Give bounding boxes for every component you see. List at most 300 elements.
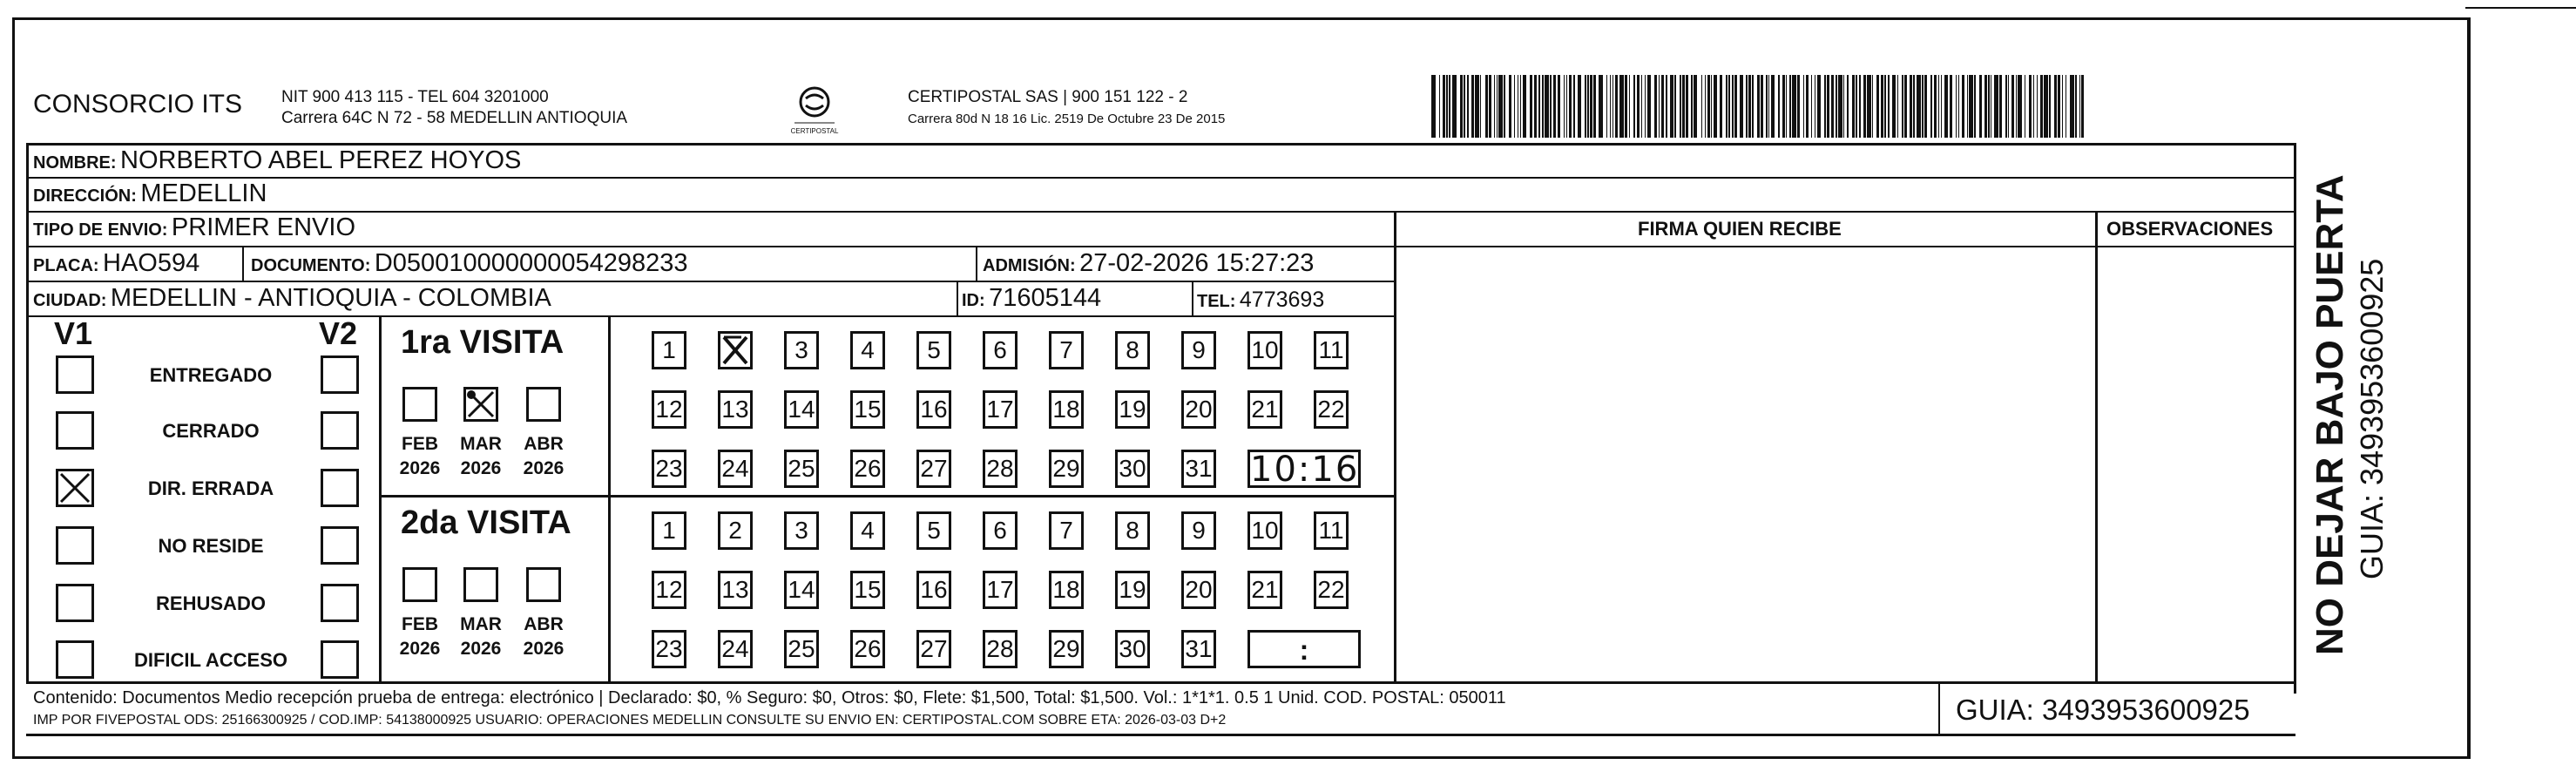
- barcode-bar: [1838, 75, 1842, 138]
- day-box[interactable]: 17: [983, 390, 1018, 429]
- barcode-bar: [1930, 75, 1932, 138]
- tipo-row: [33, 213, 355, 242]
- barcode-bar: [1534, 75, 1537, 138]
- visit-title: 1ra VISITA: [401, 324, 565, 361]
- day-box[interactable]: 23: [652, 630, 686, 668]
- barcode-bar: [2079, 75, 2081, 138]
- barcode-bar: [1578, 75, 1582, 138]
- barcode-bar: [1843, 75, 1845, 138]
- barcode-bar: [1558, 75, 1560, 138]
- barcode-bar: [1480, 75, 1482, 138]
- day-box[interactable]: 28: [983, 450, 1018, 488]
- month-name: FEB: [402, 434, 438, 454]
- day-box[interactable]: 22: [1314, 390, 1349, 429]
- form-top-line: [26, 143, 2295, 146]
- month-year: 2026: [523, 458, 565, 478]
- day-box[interactable]: 21: [1247, 390, 1282, 429]
- barcode-bar: [1494, 75, 1496, 138]
- frame-right: [2467, 17, 2471, 756]
- barcode-bar: [1728, 75, 1730, 138]
- day-box[interactable]: 31: [1181, 450, 1216, 488]
- barcode-bar: [1988, 75, 1990, 138]
- day-box[interactable]: 12: [652, 571, 686, 609]
- barcode-bar: [1766, 75, 1768, 138]
- barcode-bar: [1726, 75, 1727, 138]
- month-label: [516, 432, 571, 481]
- barcode-bar: [1786, 75, 1788, 138]
- barcode-bar: [1824, 75, 1826, 138]
- barcode-bar: [1852, 75, 1855, 138]
- day-box[interactable]: 15: [850, 571, 885, 609]
- barcode-bar: [1637, 75, 1640, 138]
- day-box[interactable]: 16: [916, 571, 951, 609]
- barcode-bar: [1881, 75, 1883, 138]
- day-box-checked[interactable]: [718, 331, 753, 369]
- barcode-bar: [1884, 75, 1886, 138]
- barcode-bar: [2016, 75, 2018, 138]
- barcode-bar: [1680, 75, 1681, 138]
- barcode-bar: [2049, 75, 2051, 138]
- barcode-bar: [2081, 75, 2084, 138]
- day-box[interactable]: 20: [1181, 390, 1216, 429]
- barcode-bar: [1897, 75, 1899, 138]
- v2-checkbox[interactable]: [321, 355, 359, 394]
- form-left-line: [26, 143, 29, 681]
- footer-bottom-line: [26, 734, 2295, 736]
- barcode-bar: [1771, 75, 1775, 138]
- v1-checkbox[interactable]: [56, 411, 94, 450]
- day-box[interactable]: 18: [1049, 571, 1084, 609]
- barcode-bar: [1641, 75, 1643, 138]
- day-box[interactable]: 3: [784, 331, 819, 369]
- tipo-value: PRIMER ENVIO: [171, 213, 356, 241]
- day-box[interactable]: 6: [983, 511, 1018, 550]
- barcode-bar: [1550, 75, 1552, 138]
- barcode-bar: [2070, 75, 2074, 138]
- placa-cell: [33, 249, 199, 278]
- barcode-bar: [1984, 75, 1987, 138]
- v1-checkbox[interactable]: [56, 355, 94, 394]
- barcode-bar: [1666, 75, 1667, 138]
- barcode-bar: [1761, 75, 1763, 138]
- frame-bottom: [12, 756, 2471, 759]
- month-year: 2026: [460, 639, 502, 659]
- barcode-bar: [1518, 75, 1519, 138]
- barcode-bar: [1748, 75, 1751, 138]
- ciudad-value: MEDELLIN - ANTIOQUIA - COLOMBIA: [110, 284, 551, 312]
- day-box[interactable]: 8: [1115, 511, 1150, 550]
- day-box[interactable]: 19: [1115, 571, 1150, 609]
- barcode-bar: [1647, 75, 1652, 138]
- v1-checkbox[interactable]: [56, 584, 94, 622]
- barcode-bar: [1610, 75, 1612, 138]
- status-label: ENTREGADO: [149, 364, 273, 386]
- day-box[interactable]: 24: [718, 450, 753, 488]
- day-box[interactable]: 11: [1314, 331, 1349, 369]
- barcode-bar: [1661, 75, 1664, 138]
- barcode-bar: [1746, 75, 1748, 138]
- day-box[interactable]: 9: [1181, 511, 1216, 550]
- day-box[interactable]: 9: [1181, 331, 1216, 369]
- barcode-bar: [2066, 75, 2067, 138]
- tel-label: TEL:: [1197, 292, 1236, 311]
- id-value: 71605144: [989, 284, 1102, 312]
- day-box[interactable]: 16: [916, 390, 951, 429]
- barcode-bar: [1974, 75, 1976, 138]
- barcode-bar: [1485, 75, 1488, 138]
- month-checkbox[interactable]: [526, 567, 561, 602]
- barcode-bar: [1545, 75, 1549, 138]
- barcode-bar: [1514, 75, 1516, 138]
- barcode-bar: [1859, 75, 1861, 138]
- row-line-5: [26, 315, 1396, 317]
- barcode-bar: [1446, 75, 1448, 138]
- month-checkbox[interactable]: [402, 387, 437, 422]
- barcode-bar: [1944, 75, 1949, 138]
- placa-label: PLACA:: [33, 256, 99, 275]
- barcode-bar: [1659, 75, 1660, 138]
- month-name: MAR: [460, 614, 502, 634]
- barcode-bar: [1856, 75, 1857, 138]
- row-line-1: [26, 177, 2295, 179]
- barcode-bar: [2025, 75, 2026, 138]
- barcode-bar: [1475, 75, 1479, 138]
- day-box[interactable]: 13: [718, 390, 753, 429]
- barcode-bar: [2005, 75, 2007, 138]
- day-box[interactable]: 20: [1181, 571, 1216, 609]
- barcode-bar: [1460, 75, 1463, 138]
- form-right-line: [2294, 143, 2296, 694]
- barcode-bar: [1979, 75, 1982, 138]
- barcode-bar: [1958, 75, 1960, 138]
- scan-top-edge: [2465, 7, 2576, 9]
- day-box[interactable]: 5: [916, 511, 951, 550]
- month-checkbox[interactable]: [402, 567, 437, 602]
- ciudad-cell: [33, 284, 551, 313]
- barcode-bar: [1994, 75, 1998, 138]
- carrier-line: CERTIPOSTAL SAS | 900 151 122 - 2: [908, 88, 1188, 106]
- barcode-bar: [1670, 75, 1674, 138]
- barcode-bar: [1806, 75, 1809, 138]
- barcode-bar: [1615, 75, 1618, 138]
- barcode-bar: [1573, 75, 1575, 138]
- company-address: Carrera 64C N 72 - 58 MEDELLIN ANTIOQUIA: [281, 109, 628, 127]
- barcode-bar: [1590, 75, 1592, 138]
- month-year: 2026: [399, 458, 441, 478]
- day-box[interactable]: 10: [1247, 331, 1282, 369]
- barcode-bar: [1941, 75, 1943, 138]
- barcode-bar: [1904, 75, 1907, 138]
- barcode-bar: [1566, 75, 1568, 138]
- barcode-bar: [1705, 75, 1707, 138]
- barcode-bar: [1542, 75, 1544, 138]
- v1-checkbox[interactable]: [56, 640, 94, 679]
- admision-divider: [976, 247, 977, 281]
- barcode-bar: [1682, 75, 1685, 138]
- day-box[interactable]: 31: [1181, 630, 1216, 668]
- month-year: 2026: [523, 639, 565, 659]
- barcode-bar: [1917, 75, 1921, 138]
- tel-cell: [1197, 288, 1324, 313]
- barcode-bar: [2054, 75, 2057, 138]
- documento-value: D050010000000054298233: [374, 249, 688, 277]
- month-day-divider: [608, 315, 611, 681]
- barcode-bar: [2029, 75, 2032, 138]
- day-box[interactable]: 21: [1247, 571, 1282, 609]
- barcode-bar: [1585, 75, 1586, 138]
- v2-checkbox[interactable]: [321, 469, 359, 507]
- documento-label: DOCUMENTO:: [251, 256, 371, 275]
- barcode-bar: [1587, 75, 1589, 138]
- day-box[interactable]: 15: [850, 390, 885, 429]
- barcode-bar: [1633, 75, 1635, 138]
- month-label: [453, 613, 509, 661]
- month-year: 2026: [460, 458, 502, 478]
- status-visit-divider: [379, 315, 382, 681]
- firma-label: FIRMA QUIEN RECIBE: [1638, 218, 1842, 240]
- month-label: [392, 432, 448, 481]
- placa-divider: [242, 247, 244, 281]
- time-box[interactable]: :: [1247, 630, 1361, 668]
- day-box[interactable]: 11: [1314, 511, 1349, 550]
- day-box[interactable]: 10: [1247, 511, 1282, 550]
- day-box[interactable]: 26: [850, 630, 885, 668]
- month-checkbox[interactable]: [526, 387, 561, 422]
- barcode-bar: [1872, 75, 1874, 138]
- admision-cell: [983, 249, 1314, 278]
- barcode-bar: [1452, 75, 1457, 138]
- time-box[interactable]: 10:16: [1247, 450, 1361, 488]
- barcode-bar: [1701, 75, 1703, 138]
- day-box[interactable]: 3: [784, 511, 819, 550]
- barcode-bar: [1464, 75, 1465, 138]
- barcode-bar: [1489, 75, 1491, 138]
- barcode-bar: [1619, 75, 1624, 138]
- day-box[interactable]: 2: [718, 511, 753, 550]
- barcode-bar: [1439, 75, 1441, 138]
- barcode-bar: [1847, 75, 1849, 138]
- row-line-2: [26, 211, 2295, 213]
- v1-checkbox[interactable]: [56, 469, 94, 507]
- day-box[interactable]: 28: [983, 630, 1018, 668]
- barcode-bar: [1443, 75, 1445, 138]
- side-guia-text: GUIA: 3493953600925: [2354, 258, 2390, 579]
- day-box[interactable]: 27: [916, 450, 951, 488]
- day-box[interactable]: 6: [983, 331, 1018, 369]
- barcode-bar: [1797, 75, 1800, 138]
- barcode-bar: [1934, 75, 1937, 138]
- barcode-bar: [1686, 75, 1688, 138]
- barcode: [1431, 75, 2122, 138]
- barcode-bar: [1564, 75, 1565, 138]
- day-box[interactable]: 5: [916, 331, 951, 369]
- barcode-bar: [1629, 75, 1631, 138]
- contenido-text: Contenido: Documentos Medio recepción prueba de entrega: electrónico | Declarado: $0, % Seguro: $0, Otros: $0, Flete: $1,500, Total: $1,500. Vol.: 1*1*1. 0.5 1 Unid. COD. POSTAL: 050011: [33, 688, 1506, 707]
- day-box[interactable]: 18: [1049, 390, 1084, 429]
- v1-label: V1: [54, 315, 93, 351]
- barcode-bar: [2008, 75, 2010, 138]
- imp-text: IMP POR FIVEPOSTAL ODS: 25166300925 / COD.IMP: 54138000925 USUARIO: OPERACIONES MEDELLIN CONSULTE SU ENVIO EN: CERTIPOSTAL.COM SOBRE ETA: 2026-03-03 D+2: [33, 713, 1227, 728]
- barcode-bar: [1449, 75, 1450, 138]
- barcode-bar: [1782, 75, 1785, 138]
- frame-top: [12, 17, 2469, 20]
- barcode-bar: [2018, 75, 2022, 138]
- barcode-bar: [1817, 75, 1822, 138]
- barcode-bar: [1645, 75, 1646, 138]
- status-label: DIR. ERRADA: [147, 477, 274, 499]
- day-box[interactable]: 27: [916, 630, 951, 668]
- barcode-bar: [1431, 75, 1436, 138]
- barcode-bar: [1691, 75, 1693, 138]
- barcode-bar: [1778, 75, 1780, 138]
- admision-label: ADMISIÓN:: [983, 256, 1076, 275]
- day-box[interactable]: 7: [1049, 511, 1084, 550]
- barcode-bar: [1827, 75, 1829, 138]
- status-label: CERRADO: [162, 420, 260, 442]
- guia-box-left: [1938, 683, 1940, 734]
- barcode-bar: [1497, 75, 1498, 138]
- barcode-bar: [1902, 75, 1903, 138]
- day-box[interactable]: 26: [850, 450, 885, 488]
- month-checkbox[interactable]: [463, 567, 498, 602]
- barcode-bar: [1950, 75, 1952, 138]
- barcode-bar: [1888, 75, 1890, 138]
- month-name: MAR: [460, 434, 502, 454]
- barcode-bar: [1694, 75, 1698, 138]
- day-box[interactable]: 30: [1115, 630, 1150, 668]
- barcode-bar: [1467, 75, 1469, 138]
- visit-title: 2da VISITA: [401, 504, 571, 541]
- certipostal-logo: [784, 83, 845, 144]
- barcode-bar: [1599, 75, 1603, 138]
- barcode-bar: [1815, 75, 1816, 138]
- barcode-bar: [1792, 75, 1796, 138]
- barcode-bar: [1991, 75, 1992, 138]
- month-name: FEB: [402, 614, 438, 634]
- direccion-value: MEDELLIN: [140, 179, 267, 207]
- day-box[interactable]: 12: [652, 390, 686, 429]
- barcode-bar: [1789, 75, 1791, 138]
- day-box[interactable]: 14: [784, 390, 819, 429]
- barcode-bar: [1836, 75, 1837, 138]
- barcode-bar: [1674, 75, 1676, 138]
- status-label: REHUSADO: [156, 592, 266, 614]
- barcode-bar: [2075, 75, 2077, 138]
- month-name: ABR: [524, 434, 564, 454]
- v2-checkbox[interactable]: [321, 584, 359, 622]
- barcode-bar: [2040, 75, 2043, 138]
- day-box[interactable]: 19: [1115, 390, 1150, 429]
- barcode-bar: [1569, 75, 1572, 138]
- barcode-bar: [1504, 75, 1505, 138]
- month-label: [453, 432, 509, 481]
- barcode-bar: [1938, 75, 1940, 138]
- nombre-row: [33, 146, 521, 175]
- guia-footer: GUIA: 3493953600925: [1956, 694, 2250, 726]
- nombre-value: NORBERTO ABEL PEREZ HOYOS: [120, 146, 522, 174]
- barcode-bar: [1863, 75, 1866, 138]
- barcode-bar: [1922, 75, 1924, 138]
- day-box[interactable]: 7: [1049, 331, 1084, 369]
- id-cell: [962, 284, 1101, 313]
- barcode-bar: [1523, 75, 1527, 138]
- day-box[interactable]: 4: [850, 331, 885, 369]
- tel-divider: [1192, 282, 1193, 315]
- day-box[interactable]: 24: [718, 630, 753, 668]
- barcode-bar: [1538, 75, 1540, 138]
- barcode-bar: [1714, 75, 1718, 138]
- barcode-bar: [1740, 75, 1744, 138]
- barcode-bar: [1720, 75, 1722, 138]
- barcode-bar: [2044, 75, 2048, 138]
- day-box[interactable]: 14: [784, 571, 819, 609]
- day-box[interactable]: 23: [652, 450, 686, 488]
- ciudad-label: CIUDAD:: [33, 291, 107, 310]
- day-box[interactable]: 30: [1115, 450, 1150, 488]
- day-box[interactable]: 22: [1314, 571, 1349, 609]
- svg-text:CERTIPOSTAL: CERTIPOSTAL: [790, 127, 839, 135]
- barcode-bar: [1768, 75, 1770, 138]
- v1-checkbox[interactable]: [56, 526, 94, 565]
- barcode-bar: [1956, 75, 1957, 138]
- day-box[interactable]: 13: [718, 571, 753, 609]
- v2-checkbox[interactable]: [321, 411, 359, 450]
- barcode-bar: [1962, 75, 1964, 138]
- barcode-bar: [1969, 75, 1973, 138]
- barcode-bar: [2062, 75, 2064, 138]
- barcode-bar: [1876, 75, 1879, 138]
- day-box[interactable]: 25: [784, 450, 819, 488]
- placa-value: HAO594: [103, 249, 200, 277]
- tel-value: 4773693: [1239, 288, 1325, 312]
- barcode-bar: [1734, 75, 1737, 138]
- frame-left: [12, 17, 15, 758]
- month-checkbox[interactable]: [463, 387, 498, 422]
- barcode-bar: [1606, 75, 1608, 138]
- nombre-label: NOMBRE:: [33, 153, 117, 173]
- day-box[interactable]: 17: [983, 571, 1018, 609]
- admision-value: 27-02-2026 15:27:23: [1079, 249, 1315, 277]
- day-box[interactable]: 29: [1049, 630, 1084, 668]
- barcode-bar: [1732, 75, 1734, 138]
- barcode-bar: [2011, 75, 2014, 138]
- day-box[interactable]: 1: [652, 331, 686, 369]
- day-box[interactable]: 1: [652, 511, 686, 550]
- barcode-bar: [1509, 75, 1511, 138]
- barcode-bar: [1967, 75, 1969, 138]
- id-label: ID:: [962, 291, 985, 310]
- barcode-bar: [1520, 75, 1522, 138]
- barcode-bar: [1498, 75, 1503, 138]
- status-label: NO RESIDE: [158, 535, 264, 557]
- row-line-3: [26, 246, 1396, 247]
- day-box[interactable]: 4: [850, 511, 885, 550]
- visit-divider: [379, 495, 1396, 498]
- barcode-bar: [1867, 75, 1871, 138]
- carrier-address: Carrera 80d N 18 16 Lic. 2519 De Octubre 23 De 2015: [908, 112, 1226, 126]
- barcode-bar: [2058, 75, 2060, 138]
- day-box[interactable]: 25: [784, 630, 819, 668]
- day-box[interactable]: 8: [1115, 331, 1150, 369]
- v2-checkbox[interactable]: [321, 640, 359, 679]
- barcode-bar: [1530, 75, 1532, 138]
- barcode-bar: [1471, 75, 1474, 138]
- day-box[interactable]: 29: [1049, 450, 1084, 488]
- barcode-bar: [1892, 75, 1897, 138]
- v2-checkbox[interactable]: [321, 526, 359, 565]
- company-name: CONSORCIO ITS: [33, 90, 243, 118]
- month-label: [516, 613, 571, 661]
